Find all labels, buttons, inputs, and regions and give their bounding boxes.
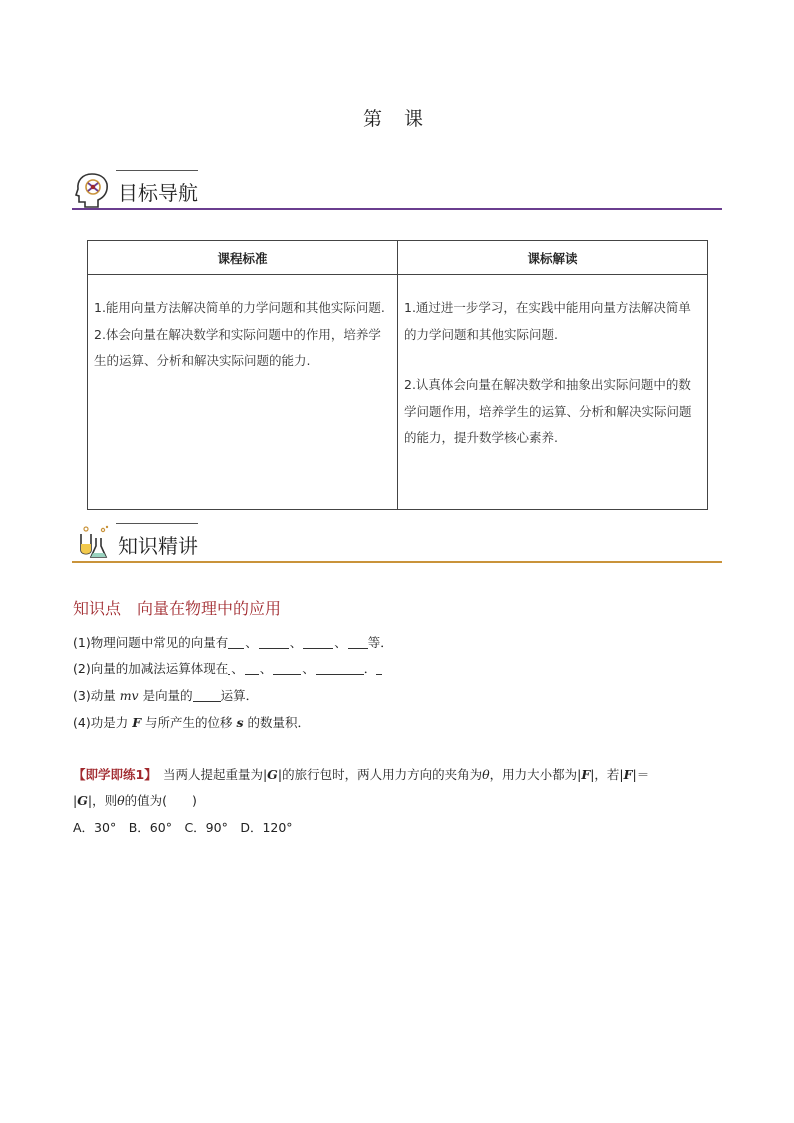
section-header-goals [72, 165, 722, 215]
interpretation-item: 1.通过进一步学习，在实践中能用向量方法解决简单的力学问题和其他实际问题. [404, 300, 691, 342]
section-divider [72, 561, 722, 563]
exercise-question-cont: |G|，则θ的值为( ) [73, 793, 197, 808]
exercise-tag: 【即学即练1】 [73, 767, 151, 782]
standard-item: 1.能用向量方法解决简单的力学问题和其他实际问题. [94, 300, 385, 315]
brain-head-icon [74, 171, 110, 209]
fill-blank [228, 660, 230, 675]
interpretation-item: 2.认真体会向量在解决数学和抽象出实际问题中的数学问题作用，培养学生的运算、分析和解决实际问题的能力，提升数学核心素养. [404, 377, 692, 445]
knowledge-item-1: (1)物理问题中常见的向量有 、 、 、 等． [73, 635, 393, 650]
table-header-standards: 课程标准 [88, 241, 398, 275]
table-cell-standards [88, 275, 398, 510]
section-title-knowledge: 知识精讲 [118, 534, 198, 558]
exercise-options: A．30° B．60° C．90° D．120° [73, 820, 293, 835]
knowledge-item-2: (2)向量的加减法运算体现在 、 、 、 ． [73, 659, 382, 677]
lab-flask-icon [74, 524, 110, 562]
table-cell-interpretation [398, 275, 708, 510]
fill-blank [348, 634, 368, 649]
standard-item: 2.体会向量在解决数学和实际问题中的作用，培养学生的运算、分析和解决实际问题的能力. [94, 326, 381, 368]
standards-table [87, 240, 708, 510]
fill-blank [259, 634, 289, 649]
knowledge-point-label: 知识点 [73, 599, 122, 618]
section-title-goals: 目标导航 [118, 181, 198, 205]
fill-blank [193, 687, 221, 702]
knowledge-point-title [73, 596, 281, 619]
exercise-question: 【即学即练1】 当两人提起重量为|G|的旅行包时，两人用力方向的夹角为θ，用力大小都为|F|，若|F|＝ [73, 767, 650, 782]
fill-blank [303, 634, 333, 649]
knowledge-point-heading: 向量在物理中的应用 [137, 599, 282, 618]
knowledge-item-4: (4)功是力 F 与所产生的位移 s 的数量积． [73, 715, 311, 730]
table-header-interpretation: 课标解读 [398, 241, 708, 275]
page-title: 第 课 [362, 108, 432, 130]
section-header-knowledge [72, 518, 722, 568]
fill-blank [273, 660, 301, 675]
fill-blank [228, 634, 244, 649]
section-divider [72, 208, 722, 210]
knowledge-item-3: (3)动量 mv 是向量的 运算． [73, 688, 259, 703]
fill-blank [245, 660, 259, 675]
fill-blank [316, 660, 364, 675]
fill-blank [376, 660, 382, 675]
